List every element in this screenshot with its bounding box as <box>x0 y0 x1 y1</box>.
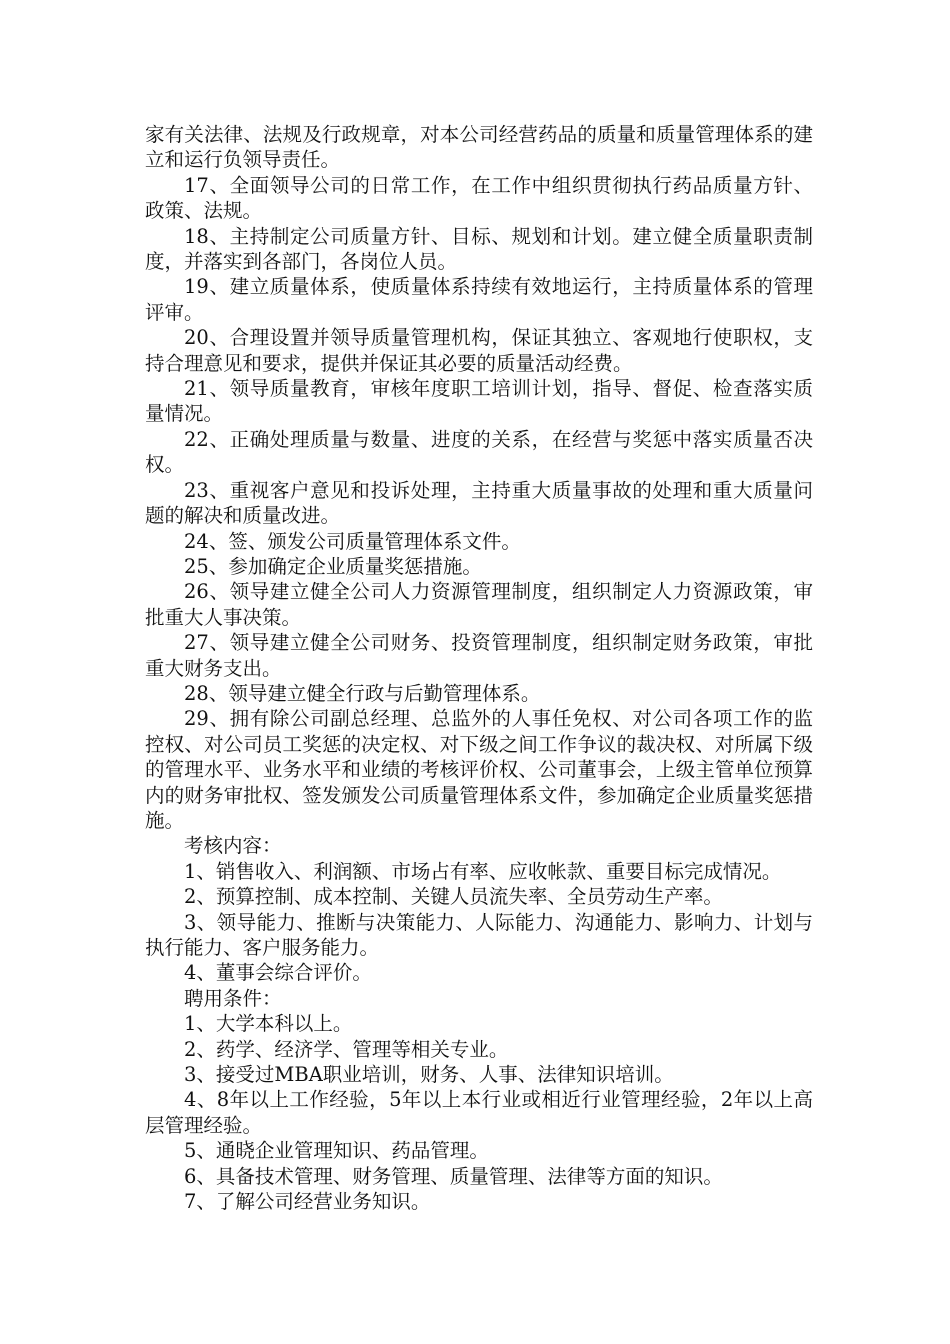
paragraph-item-28: 28、领导建立健全行政与后勤管理体系。 <box>184 681 541 705</box>
paragraph-item-27: 27、领导建立健全公司财务、投资管理制度，组织制定财务政策，审批重大财务支出。 <box>145 631 813 680</box>
requirement-item-1: 1、大学本科以上。 <box>184 1012 353 1036</box>
requirement-item-6: 6、具备技术管理、财务管理、质量管理、法律等方面的知识。 <box>184 1164 723 1188</box>
paragraph-item-29: 29、拥有除公司副总经理、总监外的人事任免权、对公司各项工作的监控权、对公司员工奖惩的决定权、对下级之间工作争议的裁决权、对所属下级的管理水平、业务水平和业绩的考核评价权、公司董事会，上级主管单位预算内的财务审批权、签发颁发公司质量管理体系文件，参加确定企业质量奖惩措施。 <box>145 707 813 832</box>
requirement-item-5: 5、通晓企业管理知识、药品管理。 <box>184 1139 489 1163</box>
paragraph-item-17: 17、全面领导公司的日常工作，在工作中组织贯彻执行药品质量方针、政策、法规。 <box>145 173 813 223</box>
section-heading-assessment: 考核内容： <box>184 834 282 858</box>
requirement-item-2: 2、药学、经济学、管理等相关专业。 <box>184 1037 509 1061</box>
paragraph-item-25: 25、参加确定企业质量奖惩措施。 <box>184 554 482 578</box>
paragraph-item-19: 19、建立质量体系，使质量体系持续有效地运行，主持质量体系的管理评审。 <box>145 275 813 324</box>
assessment-item-3: 3、领导能力、推断与决策能力、人际能力、沟通能力、影响力、计划与执行能力、客户服务能力。 <box>145 910 813 959</box>
requirement-item-4: 4、8年以上工作经验，5年以上本行业或相近行业管理经验，2年以上高层管理经验。 <box>145 1088 813 1137</box>
paragraph-item-26: 26、领导建立健全公司人力资源管理制度，组织制定人力资源政策，审批重大人事决策。 <box>145 580 813 629</box>
requirement-item-7: 7、了解公司经营业务知识。 <box>184 1190 431 1214</box>
assessment-item-2: 2、预算控制、成本控制、关键人员流失率、全员劳动生产率。 <box>184 885 723 909</box>
paragraph-item-22: 22、正确处理质量与数量、进度的关系，在经营与奖惩中落实质量否决权。 <box>145 427 813 477</box>
paragraph-item-23: 23、重视客户意见和投诉处理，主持重大质量事故的处理和重大质量问题的解决和质量改进。 <box>145 478 813 528</box>
assessment-item-1: 1、销售收入、利润额、市场占有率、应收帐款、重要目标完成情况。 <box>184 859 782 883</box>
paragraph-continuation: 家有关法律、法规及行政规章，对本公司经营药品的质量和质量管理体系的建立和运行负领导责任。 <box>145 123 813 172</box>
paragraph-item-21: 21、领导质量教育，审核年度职工培训计划，指导、督促、检查落实质量情况。 <box>145 377 813 426</box>
assessment-item-4: 4、董事会综合评价。 <box>184 961 372 985</box>
paragraph-item-24: 24、签、颁发公司质量管理体系文件。 <box>184 529 521 553</box>
requirement-item-3: 3、接受过MBA职业培训，财务、人事、法律知识培训。 <box>184 1063 674 1087</box>
paragraph-item-18: 18、主持制定公司质量方针、目标、规划和计划。建立健全质量职责制度，并落实到各部门，各岗位人员。 <box>145 224 813 274</box>
section-heading-requirements: 聘用条件： <box>184 986 282 1010</box>
document-body <box>145 122 813 1214</box>
paragraph-item-20: 20、合理设置并领导质量管理机构，保证其独立、客观地行使职权，支持合理意见和要求，提供并保证其必要的质量活动经费。 <box>145 326 813 375</box>
